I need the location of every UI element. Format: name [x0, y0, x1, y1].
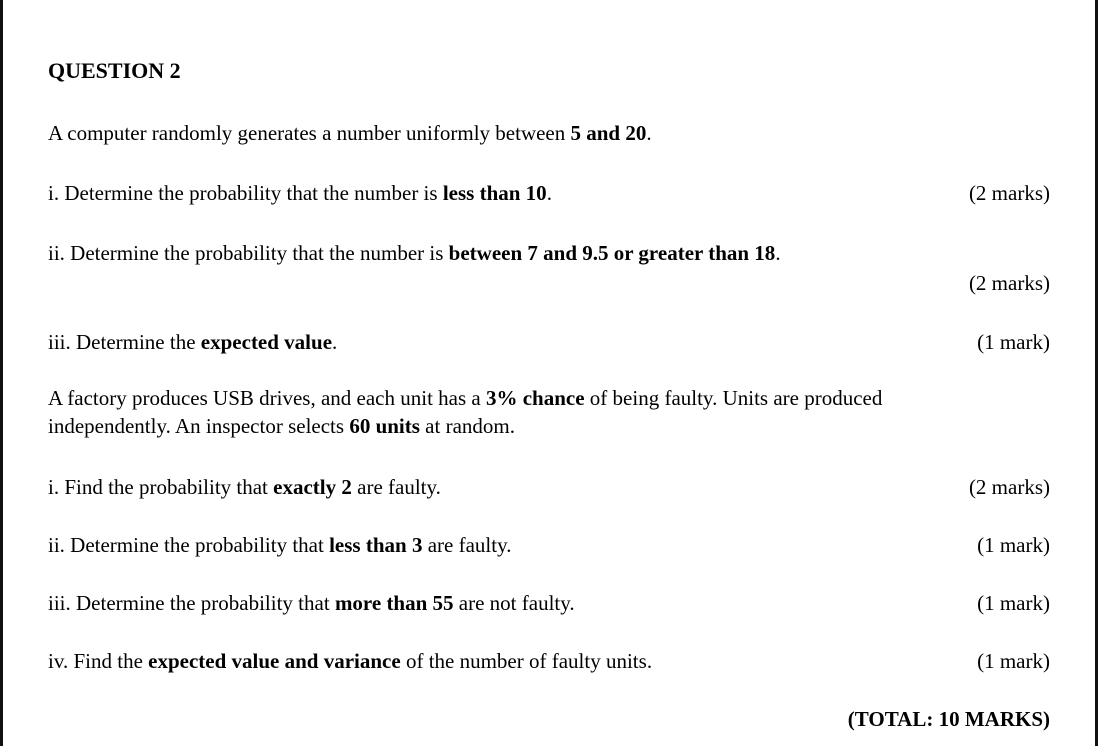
- part-b-question-4: [48, 648, 1050, 674]
- part-b-question-4-marks: (1 mark): [977, 649, 1050, 673]
- text-fragment: .: [775, 241, 781, 265]
- part-b-question-3-marks: (1 mark): [977, 591, 1050, 615]
- text-fragment: are faulty.: [422, 533, 512, 557]
- page-border-left: [0, 0, 3, 746]
- bold-fragment: expected value and variance: [148, 649, 401, 673]
- text-fragment: independently. An inspector selects: [48, 414, 350, 438]
- text-fragment: ii. Determine the probability that the number is: [48, 241, 449, 265]
- part-a-question-1-marks: (2 marks): [968, 181, 1050, 205]
- text-fragment: of being faulty. Units are produced: [584, 386, 883, 410]
- text-fragment: i. Find the probability that: [48, 475, 274, 499]
- text-fragment: A computer randomly generates a number uniformly between: [48, 121, 571, 145]
- part-b-question-1-marks: (2 marks): [968, 475, 1050, 499]
- text-fragment: ii. Determine the probability that: [48, 533, 330, 557]
- bold-fragment: 5 and 20: [570, 121, 647, 145]
- text-fragment: iii. Determine the: [48, 330, 201, 354]
- bold-fragment: expected value: [200, 330, 333, 354]
- bold-fragment: 3% chance: [485, 386, 585, 410]
- part-a-question-3: [48, 329, 1050, 355]
- total-marks: (TOTAL: 10 MARKS): [847, 707, 1050, 731]
- part-b-question-2: [48, 532, 1050, 558]
- part-b-question-1: [48, 474, 1050, 500]
- part-b-intro-line-2: [48, 413, 1050, 439]
- part-b-question-2-marks: (1 mark): [977, 533, 1050, 557]
- bold-fragment: more than 55: [334, 591, 454, 615]
- text-fragment: at random.: [419, 414, 515, 438]
- bold-fragment: 60 units: [349, 414, 420, 438]
- part-a-question-3-marks: (1 mark): [977, 330, 1050, 354]
- bold-fragment: exactly 2: [273, 475, 352, 499]
- text-fragment: A factory produces USB drives, and each unit has a: [48, 386, 486, 410]
- part-a-question-1: [48, 180, 1050, 206]
- part-b-intro-line-1: [48, 385, 1050, 411]
- bold-fragment: less than 10: [442, 181, 547, 205]
- text-fragment: of the number of faulty units.: [400, 649, 653, 673]
- part-a-question-2-marks: (2 marks): [968, 271, 1050, 295]
- text-fragment: are faulty.: [351, 475, 441, 499]
- part-b-question-3: [48, 590, 1050, 616]
- text-fragment: are not faulty.: [453, 591, 575, 615]
- text-fragment: .: [546, 181, 552, 205]
- text-fragment: i. Determine the probability that the number is: [48, 181, 443, 205]
- text-fragment: iv. Find the: [48, 649, 149, 673]
- text-fragment: .: [332, 330, 338, 354]
- bold-fragment: between 7 and 9.5 or greater than 18: [448, 241, 776, 265]
- text-fragment: .: [646, 121, 652, 145]
- part-a-question-2: [48, 240, 1050, 266]
- part-a-intro: [48, 120, 1050, 146]
- question-heading: QUESTION 2: [48, 58, 181, 83]
- bold-fragment: less than 3: [329, 533, 423, 557]
- text-fragment: iii. Determine the probability that: [48, 591, 335, 615]
